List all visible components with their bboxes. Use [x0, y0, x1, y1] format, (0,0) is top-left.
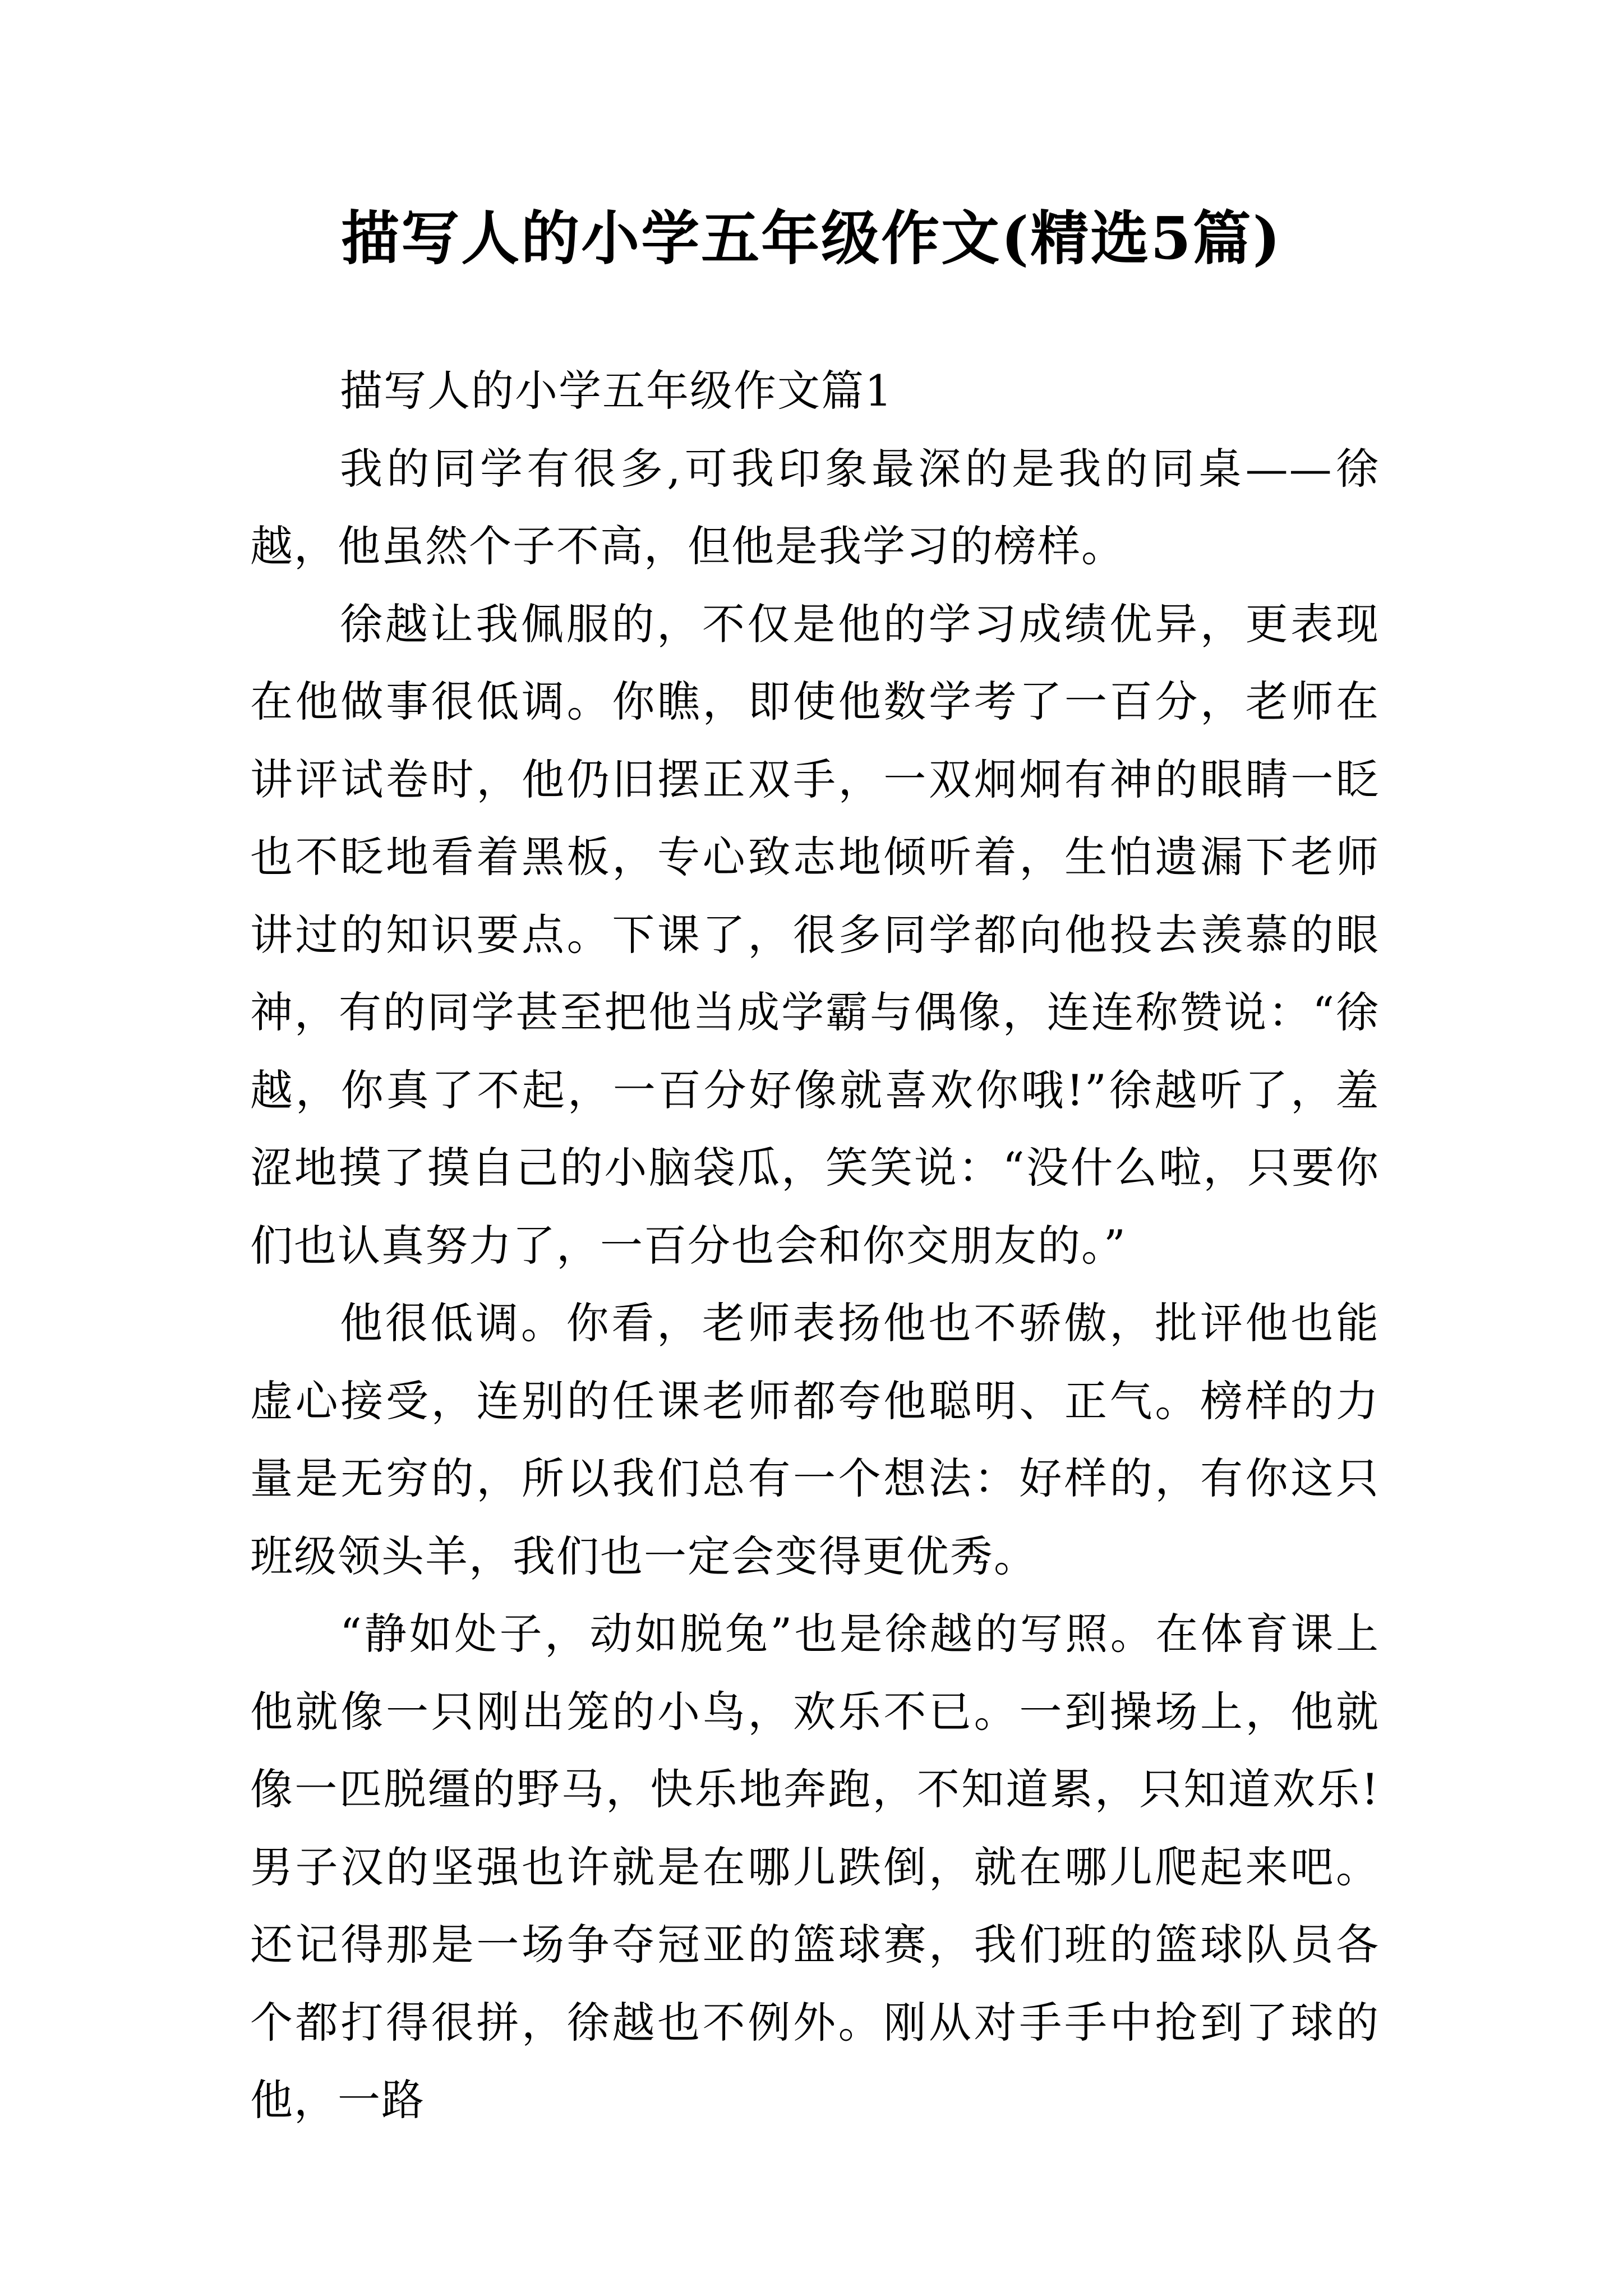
section-heading: 描写人的小学五年级作文篇1 [340, 366, 893, 416]
paragraph: “静如处子，动如脱兔”也是徐越的写照。在体育课上他就像一只刚出笼的小鸟，欢乐不已。一到操场上，他就像一匹脱缰的野马，快乐地奔跑，不知道累，只知道欢乐!男子汉的坚强也许就是在哪儿跌倒，就在哪儿爬起来吧。还记得那是一场争夺冠亚的篮球赛，我们班的篮球队员各个都打得很拼，徐越也不例外。刚从对手手中抢到了球的他，一路 [250, 1609, 1380, 2125]
paragraph: 徐越让我佩服的，不仅是他的学习成绩优异，更表现在他做事很低调。你瞧，即使他数学考了一百分，老师在讲评试卷时，他仍旧摆正双手，一双炯炯有神的眼睛一眨也不眨地看着黑板，专心致志地倾听着，生怕遗漏下老师讲过的知识要点。下课了，很多同学都向他投去羡慕的眼神，有的同学甚至把他当成学霸与偶像，连连称赞说：“徐越，你真了不起，一百分好像就喜欢你哦!”徐越听了，羞涩地摸了摸自己的小脑袋瓜，笑笑说：“没什么啦，只要你们也认真努力了，一百分也会和你交朋友的。” [250, 599, 1380, 1271]
document-body [250, 352, 1380, 2139]
document-title: 描写人的小学五年级作文(精选5篇) [341, 204, 1282, 273]
paragraph: 他很低调。你看，老师表扬他也不骄傲，批评他也能虚心接受，连别的任课老师都夸他聪明、正气。榜样的力量是无穷的，所以我们总有一个想法：好样的，有你这只班级领头羊，我们也一定会变得更优秀。 [250, 1298, 1380, 1581]
paragraph: 我的同学有很多,可我印象最深的是我的同桌——徐越，他虽然个子不高，但他是我学习的榜样。 [250, 443, 1380, 571]
